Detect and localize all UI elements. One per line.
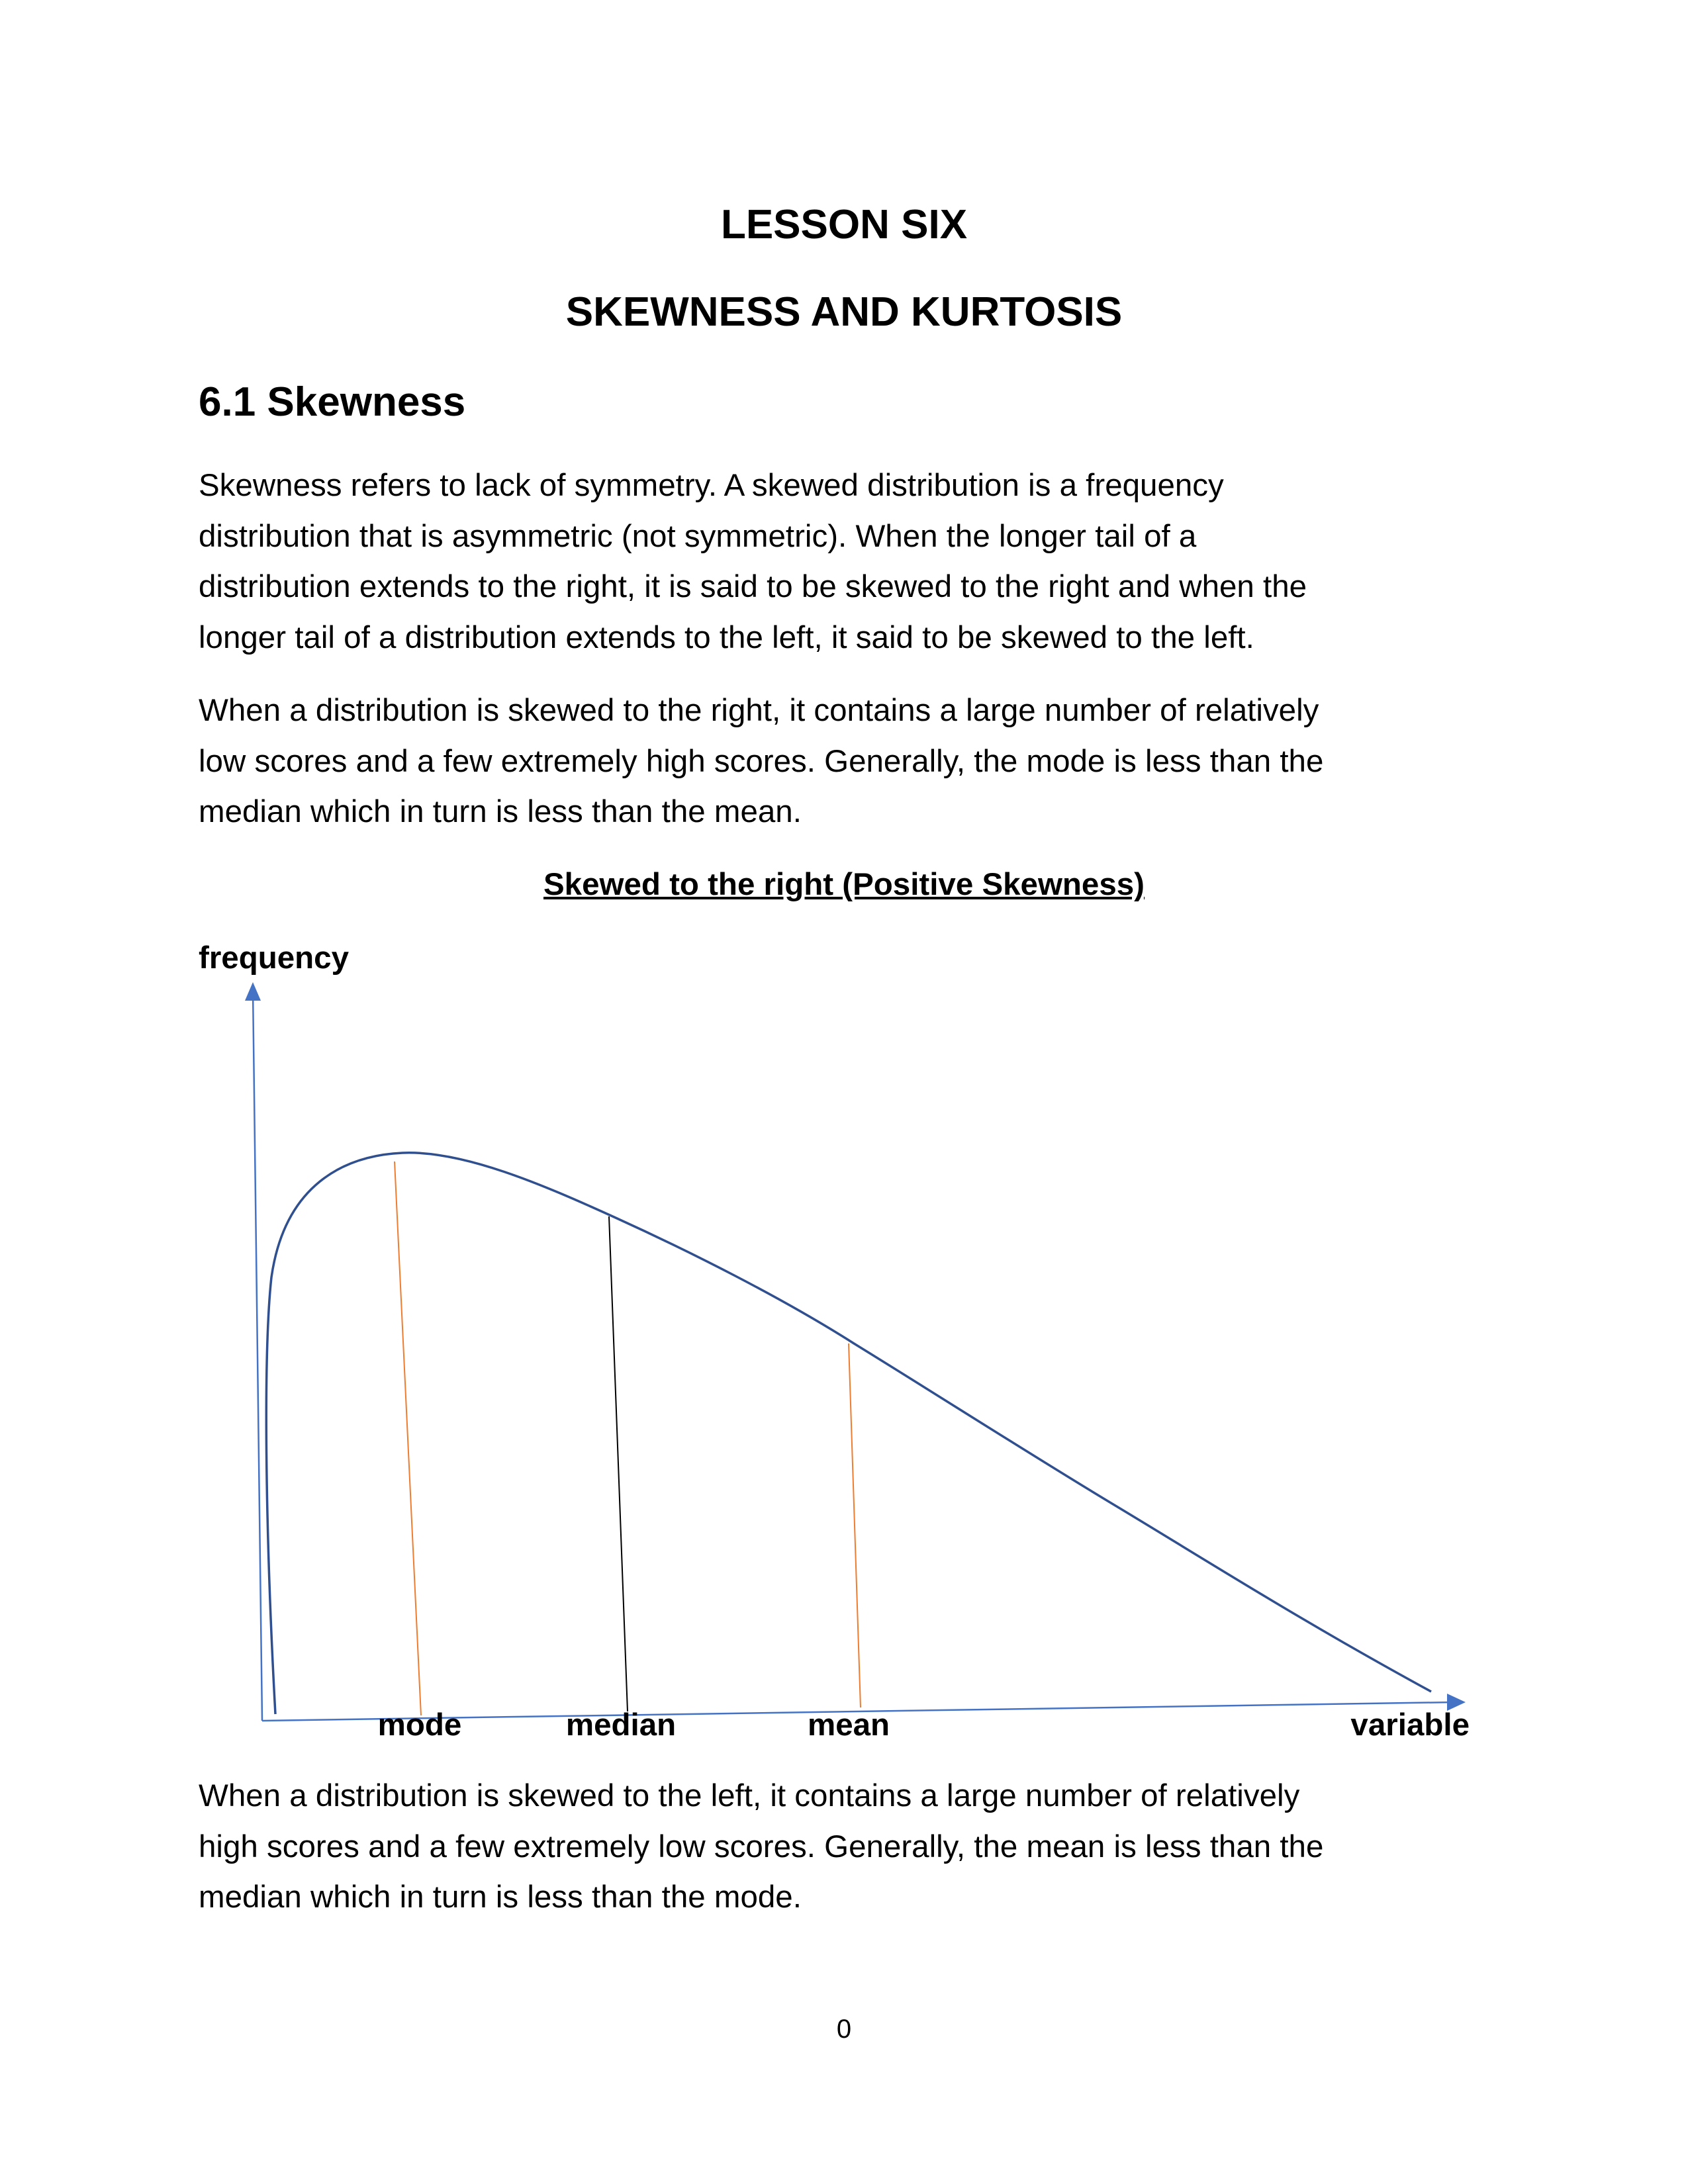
paragraph-line: Skewness refers to lack of symmetry. A skewed distribution is a frequency [199, 468, 1224, 503]
distribution-curve [266, 1153, 1431, 1714]
median-marker-line [609, 1216, 628, 1711]
paragraph-line: median which in turn is less than the mode. [199, 1880, 802, 1915]
chart-title: Skewed to the right (Positive Skewness) [543, 867, 1145, 902]
paragraph-line: distribution extends to the right, it is said to be skewed to the right and when the [199, 569, 1307, 604]
mean-label: mean [807, 1707, 890, 1743]
lesson-title: LESSON SIX [720, 202, 968, 248]
page-number: 0 [836, 2015, 852, 2044]
paragraph-line: When a distribution is skewed to the right, it contains a large number of relatively [199, 693, 1319, 728]
mode-label: mode [377, 1707, 462, 1743]
paragraph-line: median which in turn is less than the mean. [199, 794, 802, 829]
paragraph-line: distribution that is asymmetric (not symmetric). When the longer tail of a [199, 518, 1197, 554]
median-label: median [565, 1707, 677, 1743]
mean-marker-line [849, 1343, 861, 1707]
x-axis-label: variable [1350, 1707, 1470, 1743]
paragraph-line: low scores and a few extremely high scores. Generally, the mode is less than the [199, 743, 1324, 779]
paragraph-line: high scores and a few extremely low scores. Generally, the mean is less than the [199, 1829, 1324, 1864]
chapter-title: SKEWNESS AND KURTOSIS [565, 289, 1123, 335]
y-axis-line [253, 989, 262, 1721]
paragraph-left-skew [199, 1771, 1496, 1923]
paragraph-line: longer tail of a distribution extends to the left, it said to be skewed to the left. [199, 619, 1254, 655]
paragraph-line: When a distribution is skewed to the left, it contains a large number of relatively [199, 1778, 1300, 1813]
y-axis-arrow-icon [245, 982, 261, 1001]
mode-marker-line [395, 1161, 421, 1715]
section-heading: 6.1 Skewness [199, 379, 466, 425]
y-axis-label: frequency [199, 940, 350, 976]
